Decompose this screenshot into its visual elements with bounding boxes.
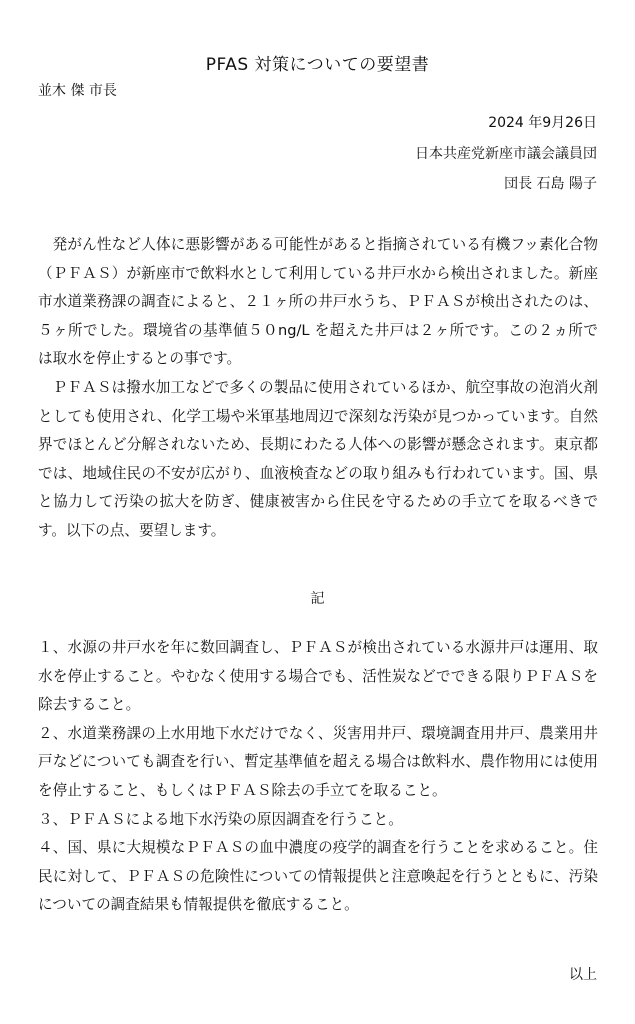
paragraph-1: 発がん性など人体に悪影響がある可能性があると指摘されている有機フッ素化合物（ＰＦＡＳ）が新座市で飲料水として利用している井戸水から検出されました。新座市水道業務課の調査によると、２１ヶ所の井戸水うち、ＰＦＡＳが検出されたのは、５ヶ所でした。環境省の基準値５０ng/L を超えた井戸は２ヶ所です。この２ヵ所では取水を停止するとの事です。 <box>38 236 598 368</box>
closing-mark: 以上 <box>569 967 597 983</box>
date: 2024 年9月26日 <box>488 115 597 131</box>
request-item-1: １、水源の井戸水を年に数回調査し、ＰＦＡＳが検出されている水源井戸は運用、取水を停止すること。やむなく使用する場合でも、活性炭などでできる限りＰＦＡＳを除去すること。 <box>38 639 598 714</box>
representative: 団長 石島 陽子 <box>504 176 597 192</box>
organization: 日本共産党新座市議会議員団 <box>415 146 597 162</box>
document-title: PFAS 対策についての要望書 <box>205 55 430 75</box>
request-item-2: ２、水道業務課の上水用地下水だけでなく、災害用井戸、環境調査用井戸、農業用井戸などについても調査を行い、暫定基準値を超える場合は飲料水、農作物用には使用を停止すること、もしくはＰＦＡＳ除去の手立てを取ること。 <box>38 724 598 799</box>
request-item-4: ４、国、県に大規模なＰＦＡＳの血中濃度の疫学的調査を行うことを求めること。住民に対して、ＰＦＡＳの危険性についての情報提供と注意喚起を行うとともに、汚染についての調査結果も情報提供を徹底すること。 <box>38 839 598 914</box>
paragraph-2: ＰＦＡＳは撥水加工などで多くの製品に使用されているほか、航空事故の泡消火剤としても使用され、化学工場や米軍基地周辺で深刻な汚染が見つかっています。自然界でほとんど分解されないため、長期にわたる人体への影響が懸念されます。東京都では、地域住民の不安が広がり、血液検査などの取り組みも行われています。国、県と協力して汚染の拡大を防ぎ、健康被害から住民を守るための手立てを取るべきです。以下の点、要望します。 <box>38 378 598 539</box>
addressee: 並木 傑 市長 <box>38 83 117 99</box>
request-item-3: ３、ＰＦＡＳによる地下水汚染の原因調査を行うこと。 <box>38 810 403 828</box>
ki-heading: 記 <box>310 591 325 607</box>
request-list <box>38 634 598 920</box>
body-text <box>38 231 598 546</box>
